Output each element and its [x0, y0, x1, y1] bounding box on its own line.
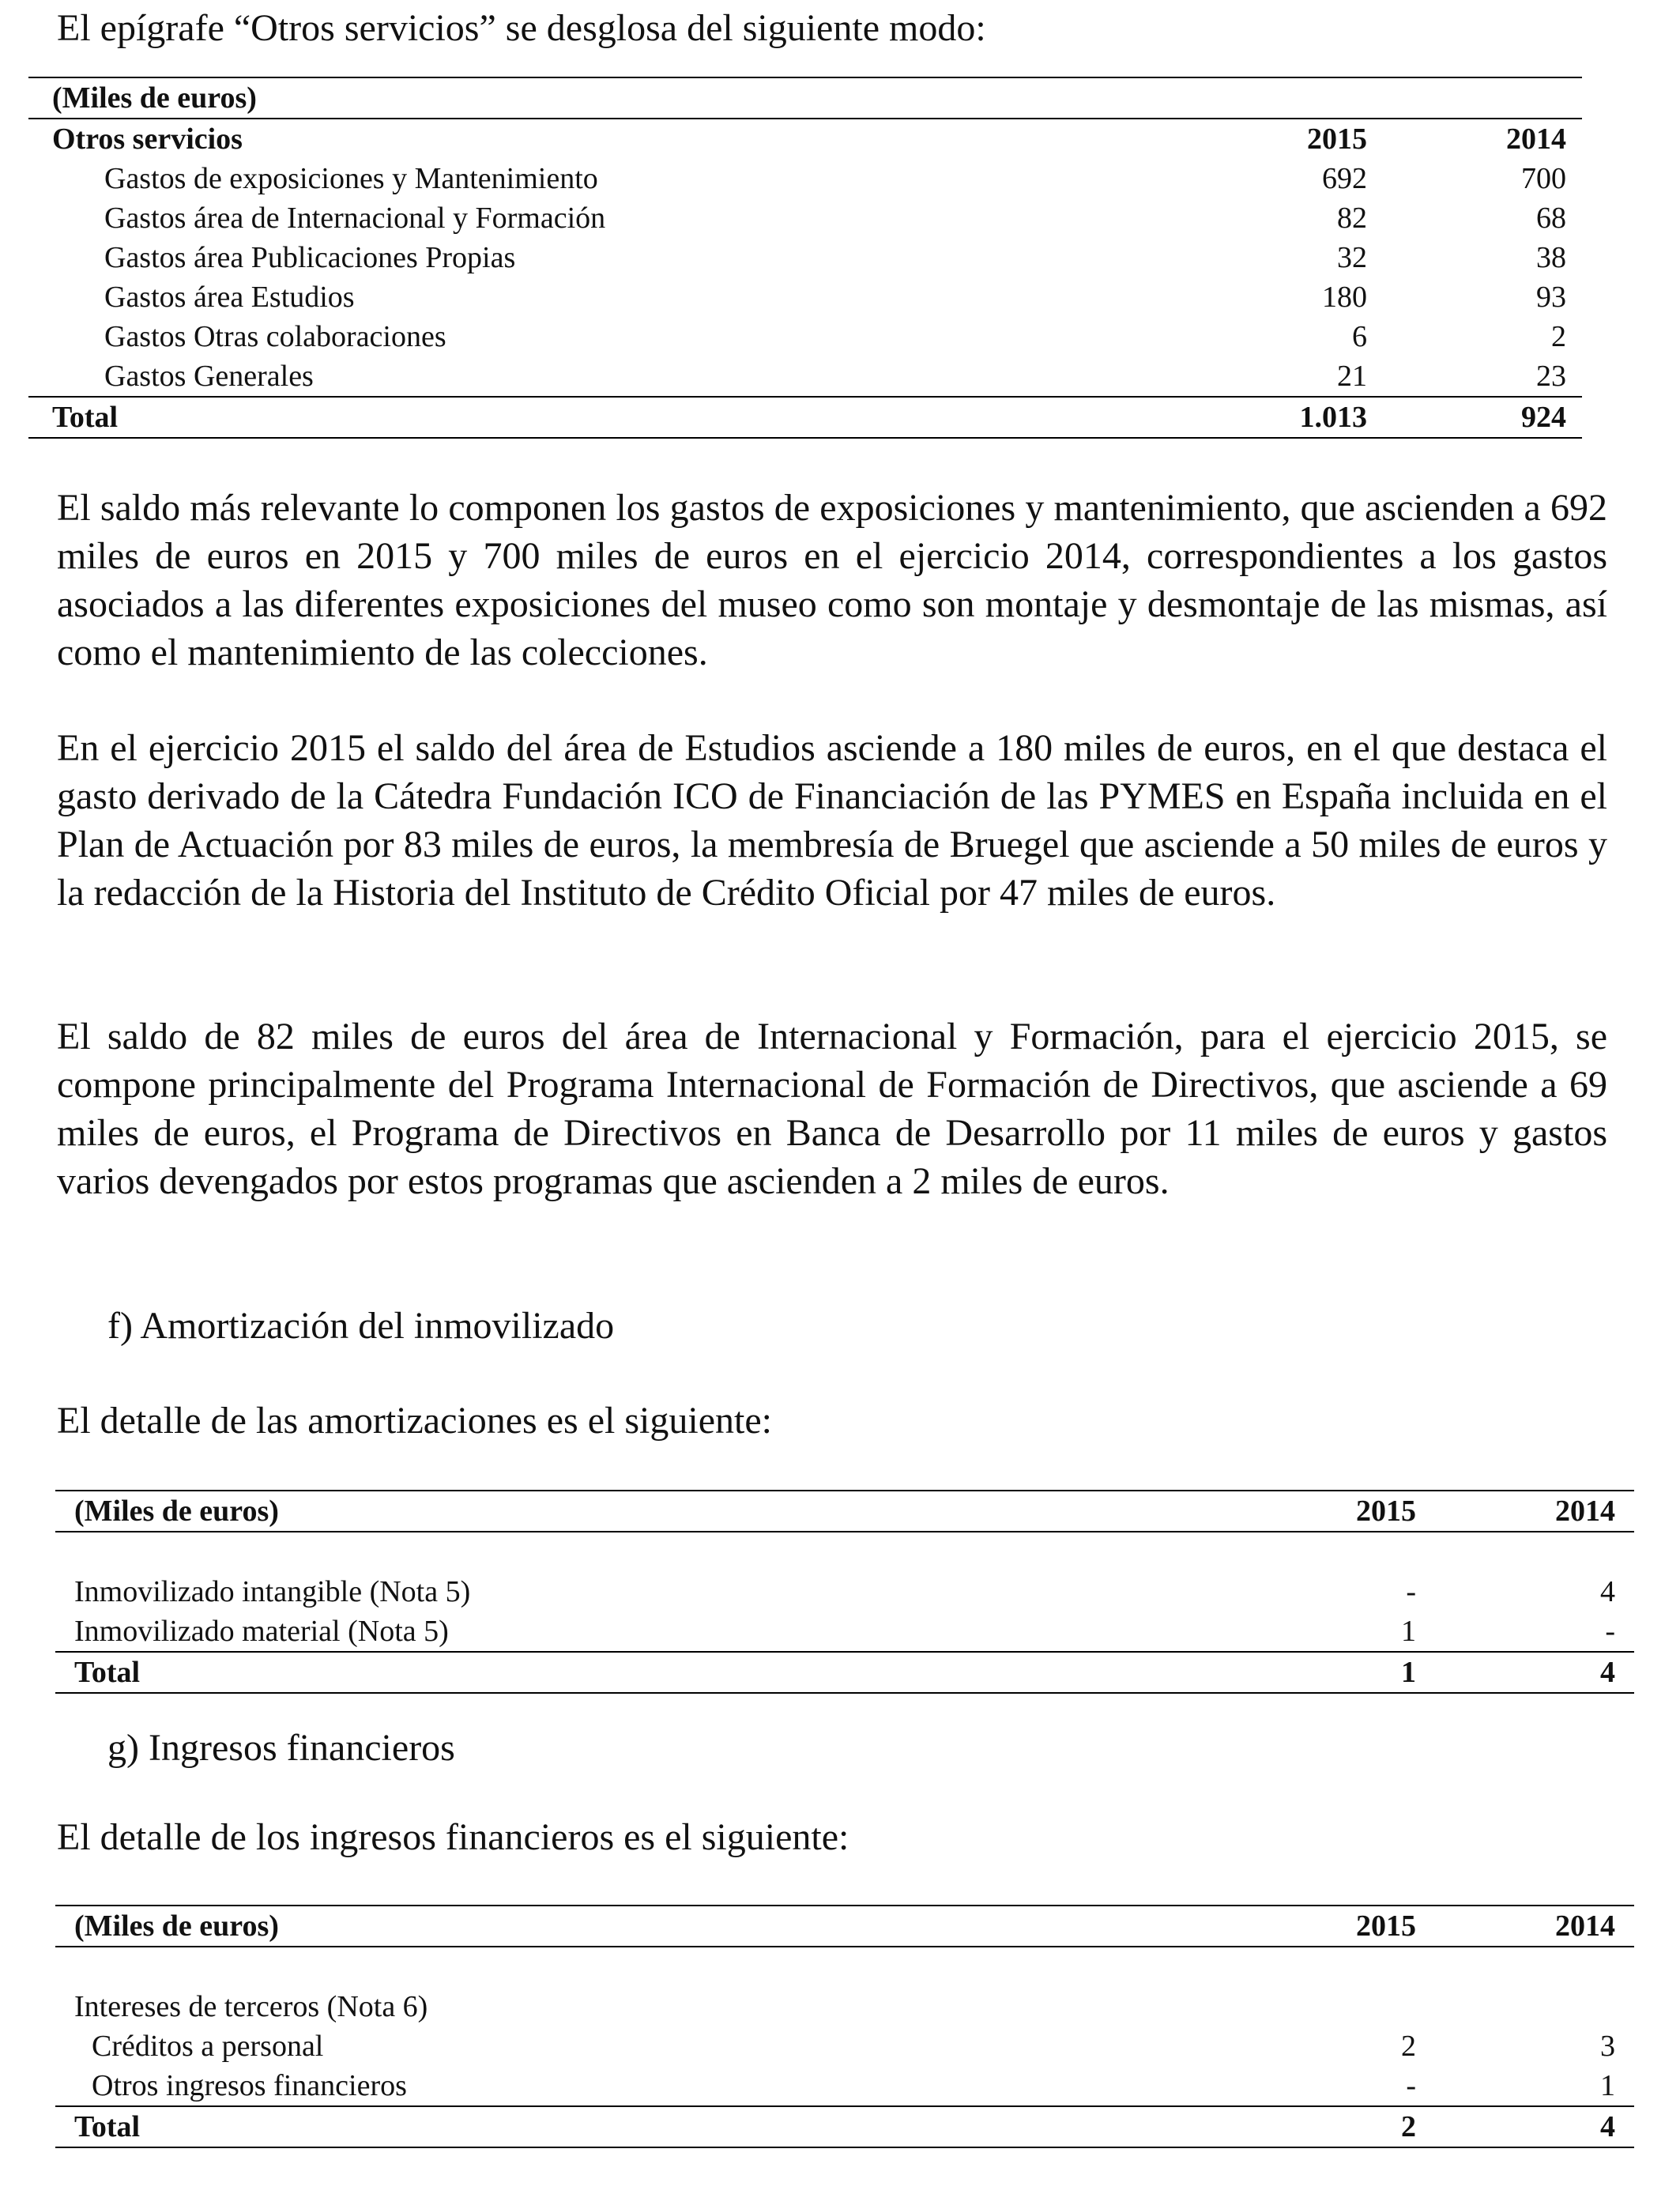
- header-year-2015: 2015: [1179, 1491, 1426, 1532]
- row-label: Gastos de exposiciones y Mantenimiento: [104, 162, 598, 195]
- header-row: [28, 119, 1582, 159]
- row-value-2015: 82: [1337, 202, 1367, 235]
- table-row: [55, 1572, 1634, 1612]
- table-row: [28, 159, 1582, 198]
- total-label: Total: [55, 1652, 1179, 1693]
- header-year-2014: 2014: [1426, 1906, 1634, 1947]
- row-label: Gastos área Estudios: [104, 281, 355, 314]
- row-label: Otros ingresos financieros: [92, 2069, 407, 2102]
- row-label: Créditos a personal: [92, 2030, 324, 2063]
- row-label: Gastos área de Internacional y Formación: [104, 202, 606, 235]
- row-value-2014: 68: [1536, 202, 1566, 235]
- row-value-2015: -: [1406, 1575, 1416, 1608]
- header-label: Otros servicios: [28, 119, 1170, 159]
- header-row: [55, 1906, 1634, 1947]
- row-label: Inmovilizado material (Nota 5): [74, 1615, 449, 1648]
- row-value-2014: 2: [1551, 320, 1566, 353]
- group-row: [55, 1987, 1634, 2026]
- units-row: [28, 77, 1582, 119]
- otros-servicios-table: [28, 77, 1582, 439]
- row-value-2015: 21: [1337, 360, 1367, 393]
- row-label: Gastos Otras colaboraciones: [104, 320, 446, 353]
- group-label: Intereses de terceros (Nota 6): [74, 1990, 428, 2023]
- total-value-2014: 4: [1426, 2106, 1634, 2147]
- ingresos-financieros-table: [55, 1905, 1634, 2148]
- section-f-intro: El detalle de las amortizaciones es el siguiente:: [57, 1400, 772, 1442]
- total-label: Total: [28, 397, 1170, 438]
- header-year-2014: 2014: [1380, 119, 1582, 159]
- row-value-2014: 4: [1600, 1575, 1615, 1608]
- row-value-2014: 23: [1536, 360, 1566, 393]
- row-value-2014: 38: [1536, 241, 1566, 274]
- paragraph-estudios: En el ejercicio 2015 el saldo del área de Estudios asciende a 180 miles de euros, en el que destaca el gasto derivado de la Cátedra Fundación ICO de Financiación de las PYMES en España incluida en el Plan de Actuación por 83 miles de euros, la membresía de Bruegel que asciende a 50 miles de euros y la redacción de la Historia del Instituto de Crédito Oficial por 47 miles de euros.: [57, 727, 1607, 914]
- table-row: [55, 2026, 1634, 2066]
- paragraph-exposiciones: El saldo más relevante lo componen los gastos de exposiciones y mantenimiento, que ascienden a 692 miles de euros en 2015 y 700 miles de euros en el ejercicio 2014, correspondientes a los gastos asociados a las diferentes exposiciones del museo como son montaje y desmontaje de las mismas, así como el mantenimiento de las colecciones.: [57, 487, 1607, 673]
- row-value-2014: -: [1605, 1615, 1615, 1648]
- total-row: [28, 397, 1582, 438]
- table-row: [55, 2066, 1634, 2106]
- row-label: Gastos área Publicaciones Propias: [104, 241, 516, 274]
- row-value-2014: 700: [1521, 162, 1566, 195]
- total-row: [55, 1652, 1634, 1693]
- row-label: Inmovilizado intangible (Nota 5): [74, 1575, 471, 1608]
- header-label: (Miles de euros): [55, 1906, 1179, 1947]
- row-value-2015: 1: [1401, 1615, 1416, 1648]
- spacer-row: [55, 1947, 1634, 1987]
- header-year-2015: 2015: [1179, 1906, 1426, 1947]
- row-value-2014: 1: [1600, 2069, 1615, 2102]
- header-label: (Miles de euros): [55, 1491, 1179, 1532]
- row-value-2015: 2: [1401, 2030, 1416, 2063]
- amortizaciones-table: [55, 1490, 1634, 1694]
- total-value-2015: 2: [1179, 2106, 1426, 2147]
- intro-text: El epígrafe “Otros servicios” se desglosa del siguiente modo:: [57, 7, 986, 49]
- total-row: [55, 2106, 1634, 2147]
- total-value-2014: 924: [1380, 397, 1582, 438]
- table-row: [55, 1612, 1634, 1652]
- units-label: (Miles de euros): [28, 77, 1582, 119]
- total-value-2015: 1.013: [1170, 397, 1380, 438]
- row-value-2015: 32: [1337, 241, 1367, 274]
- section-f-heading: f) Amortización del inmovilizado: [107, 1305, 615, 1347]
- total-label: Total: [55, 2106, 1179, 2147]
- spacer-row: [55, 1532, 1634, 1572]
- section-g-intro: El detalle de los ingresos financieros es el siguiente:: [57, 1816, 849, 1858]
- row-value-2015: -: [1406, 2069, 1416, 2102]
- section-g-heading: g) Ingresos financieros: [107, 1727, 455, 1769]
- table-row: [28, 238, 1582, 277]
- row-value-2014: 93: [1536, 281, 1566, 314]
- total-value-2015: 1: [1179, 1652, 1426, 1693]
- header-year-2014: 2014: [1426, 1491, 1634, 1532]
- header-year-2015: 2015: [1170, 119, 1380, 159]
- row-value-2015: 6: [1352, 320, 1367, 353]
- row-label: Gastos Generales: [104, 360, 314, 393]
- row-value-2015: 180: [1322, 281, 1367, 314]
- table-row: [28, 317, 1582, 356]
- row-value-2015: 692: [1322, 162, 1367, 195]
- table-row: [28, 277, 1582, 317]
- total-value-2014: 4: [1426, 1652, 1634, 1693]
- paragraph-internacional: El saldo de 82 miles de euros del área de Internacional y Formación, para el ejercicio 2015, se compone principalmente del Programa Internacional de Formación de Directivos, que asciende a 69 miles de euros, el Programa de Directivos en Banca de Desarrollo por 11 miles de euros y gastos varios devengados por estos programas que ascienden a 2 miles de euros.: [57, 1016, 1607, 1202]
- table-row: [28, 356, 1582, 397]
- header-row: [55, 1491, 1634, 1532]
- table-row: [28, 198, 1582, 238]
- row-value-2014: 3: [1600, 2030, 1615, 2063]
